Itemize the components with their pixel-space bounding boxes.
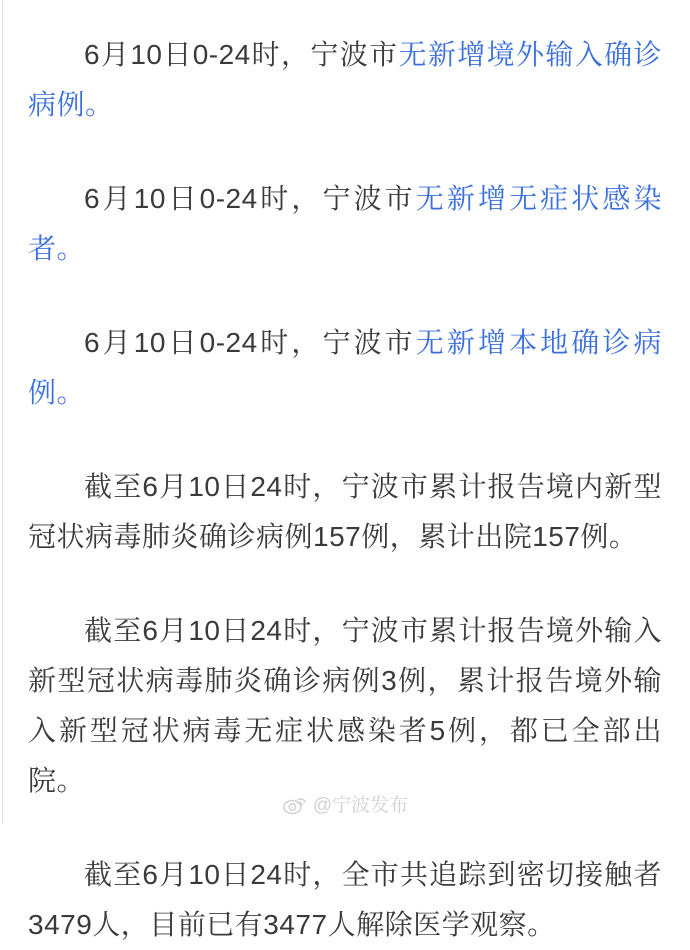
paragraph — [28, 174, 662, 274]
paragraph-text: 截至6月10日24时，全市共追踪到密切接触者3479人，目前已有3477人解除医学观察。 — [28, 859, 662, 940]
paragraph — [28, 850, 662, 950]
paragraph-text: 6月10日0-24时，宁波市 — [84, 183, 416, 214]
paragraph — [28, 30, 662, 130]
left-edge-line — [2, 0, 3, 824]
paragraph-text: 6月10日0-24时，宁波市 — [84, 327, 416, 358]
paragraph-text: 6月10日0-24时，宁波市 — [84, 39, 399, 70]
paragraph-text: 截至6月10日24时，宁波市累计报告境内新型冠状病毒肺炎确诊病例157例，累计出院157例。 — [28, 471, 662, 552]
watermark — [282, 790, 408, 817]
paragraph-text: 截至6月10日24时，宁波市累计报告境外输入新型冠状病毒肺炎确诊病例3例，累计报告境外输入新型冠状病毒无症状感染者5例，都已全部出院。 — [28, 615, 662, 796]
paragraph — [28, 318, 662, 418]
weibo-logo-icon — [282, 792, 308, 816]
paragraph — [28, 462, 662, 562]
watermark-handle: @宁波发布 — [312, 795, 409, 816]
highlight-link[interactable]: 无新增本地确诊病例。 — [28, 327, 662, 408]
paragraph — [28, 606, 662, 806]
highlight-link[interactable]: 无新增无症状感染者。 — [28, 183, 662, 264]
highlight-link[interactable]: 无新增境外输入确诊病例。 — [28, 39, 662, 120]
